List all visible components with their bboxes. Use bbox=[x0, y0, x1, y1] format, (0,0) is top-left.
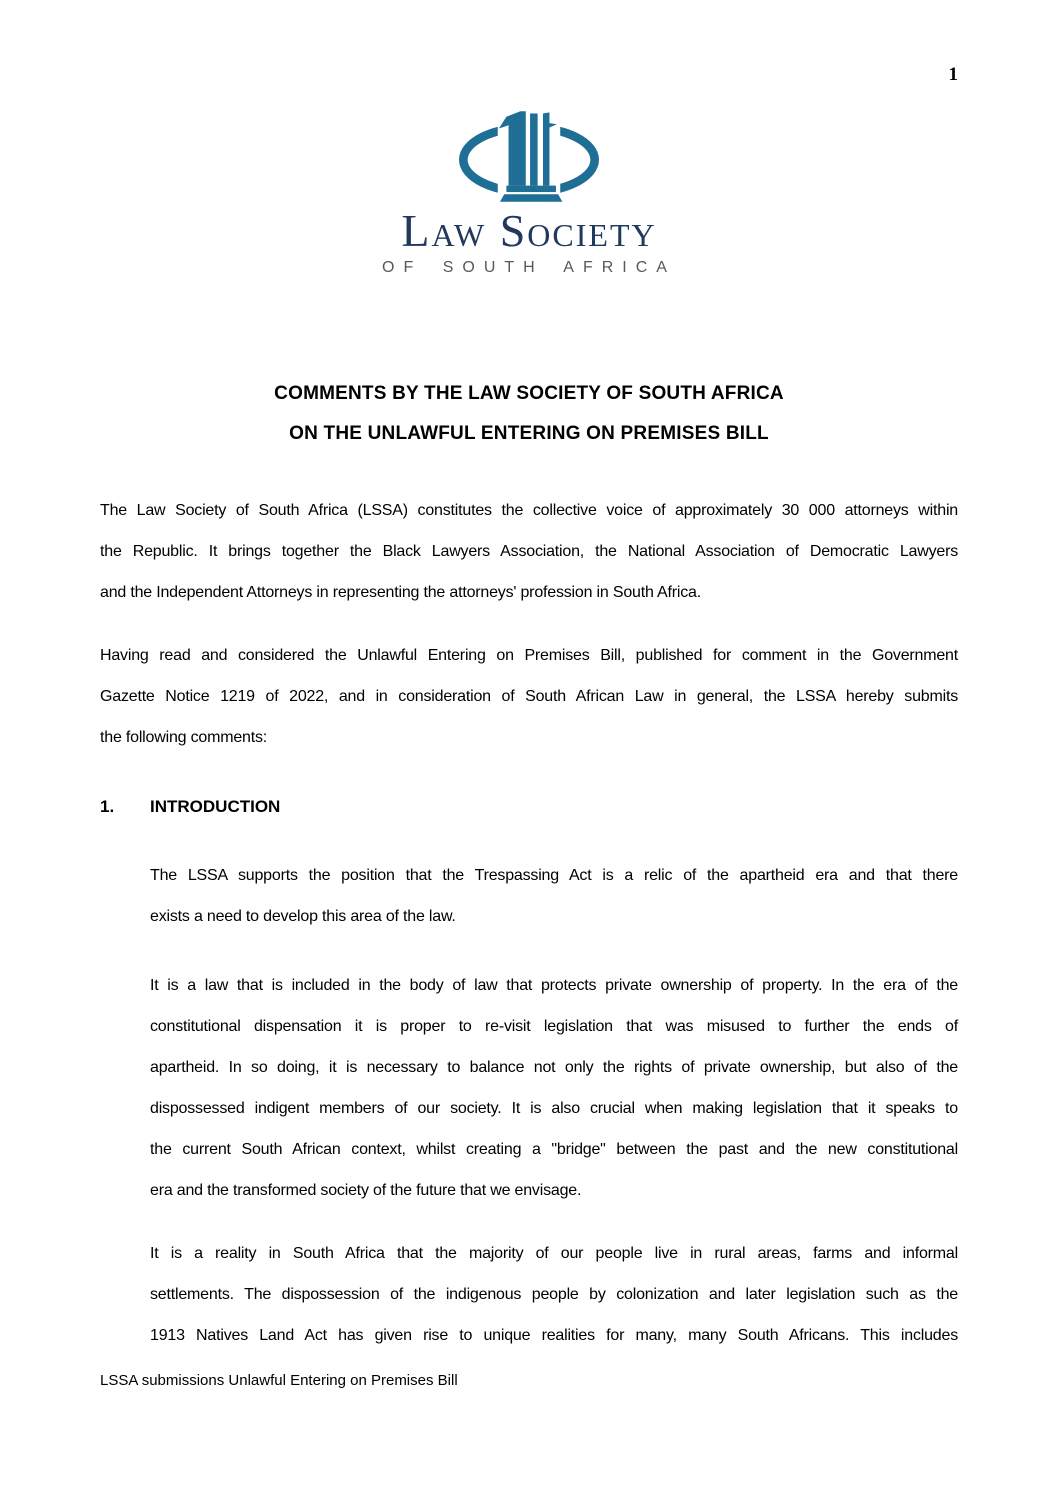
paragraph-law-body bbox=[150, 965, 958, 1211]
text-line: constitutional dispensation it is proper to re-visit legislation that was misused to further the ends of bbox=[150, 1018, 958, 1035]
paragraph-reality bbox=[150, 1233, 958, 1356]
text-line: It is a reality in South Africa that the majority of our people live in rural areas, farms and informal bbox=[150, 1245, 958, 1262]
document-title bbox=[100, 374, 958, 454]
section-heading-introduction bbox=[100, 786, 958, 827]
section-title: INTRODUCTION bbox=[150, 797, 281, 816]
text-line: The LSSA supports the position that the Trespassing Act is a relic of the apartheid era and that there bbox=[150, 867, 958, 884]
text-line: the current South African context, whilst creating a "bridge" between the past and the new constitutional bbox=[150, 1141, 958, 1158]
text-line: dispossessed indigent members of our society. It is also crucial when making legislation that it speaks to bbox=[150, 1100, 958, 1117]
text-line: apartheid. In so doing, it is necessary to balance not only the rights of private ownership, but also of the bbox=[150, 1059, 958, 1076]
section-number: 1. bbox=[100, 797, 115, 816]
text-line: It is a law that is included in the body of law that protects private ownership of property. In the era of the bbox=[150, 977, 958, 994]
text-line: Gazette Notice 1219 of 2022, and in consideration of South African Law in general, the LSSA hereby submits bbox=[100, 688, 958, 705]
text-line: settlements. The dispossession of the indigenous people by colonization and later legislation such as the bbox=[150, 1286, 958, 1303]
column-emblem-icon bbox=[459, 110, 599, 202]
page-number: 1 bbox=[948, 64, 958, 85]
paragraph-having-read bbox=[100, 635, 958, 758]
text-line: exists a need to develop this area of the law. bbox=[150, 908, 456, 925]
text-line: era and the transformed society of the future that we envisage. bbox=[150, 1182, 582, 1199]
text-line: The Law Society of South Africa (LSSA) constitutes the collective voice of approximately 30 000 attorneys within bbox=[100, 502, 958, 519]
text-line: 1913 Natives Land Act has given rise to unique realities for many, many South Africans. This includes bbox=[150, 1327, 958, 1344]
text-line: and the Independent Attorneys in representing the attorneys' profession in South Africa. bbox=[100, 584, 701, 601]
text-line: Having read and considered the Unlawful Entering on Premises Bill, published for comment in the Government bbox=[100, 647, 958, 664]
paragraph-lssa-supports bbox=[150, 855, 958, 937]
document-title-line1: COMMENTS BY THE LAW SOCIETY OF SOUTH AFRICA bbox=[274, 383, 784, 404]
logo-wordmark: Law Society bbox=[401, 205, 657, 256]
paragraph-lssa-intro bbox=[100, 490, 958, 613]
lssa-logo bbox=[100, 110, 958, 280]
logo-subtitle: OF SOUTH AFRICA bbox=[382, 259, 676, 276]
text-line: the following comments: bbox=[100, 729, 268, 746]
footer-text: LSSA submissions Unlawful Entering on Premises Bill bbox=[100, 1372, 458, 1389]
text-line: the Republic. It brings together the Black Lawyers Association, the National Association of Democratic Lawyers bbox=[100, 543, 958, 560]
document-title-line2: ON THE UNLAWFUL ENTERING ON PREMISES BILL bbox=[289, 423, 769, 444]
